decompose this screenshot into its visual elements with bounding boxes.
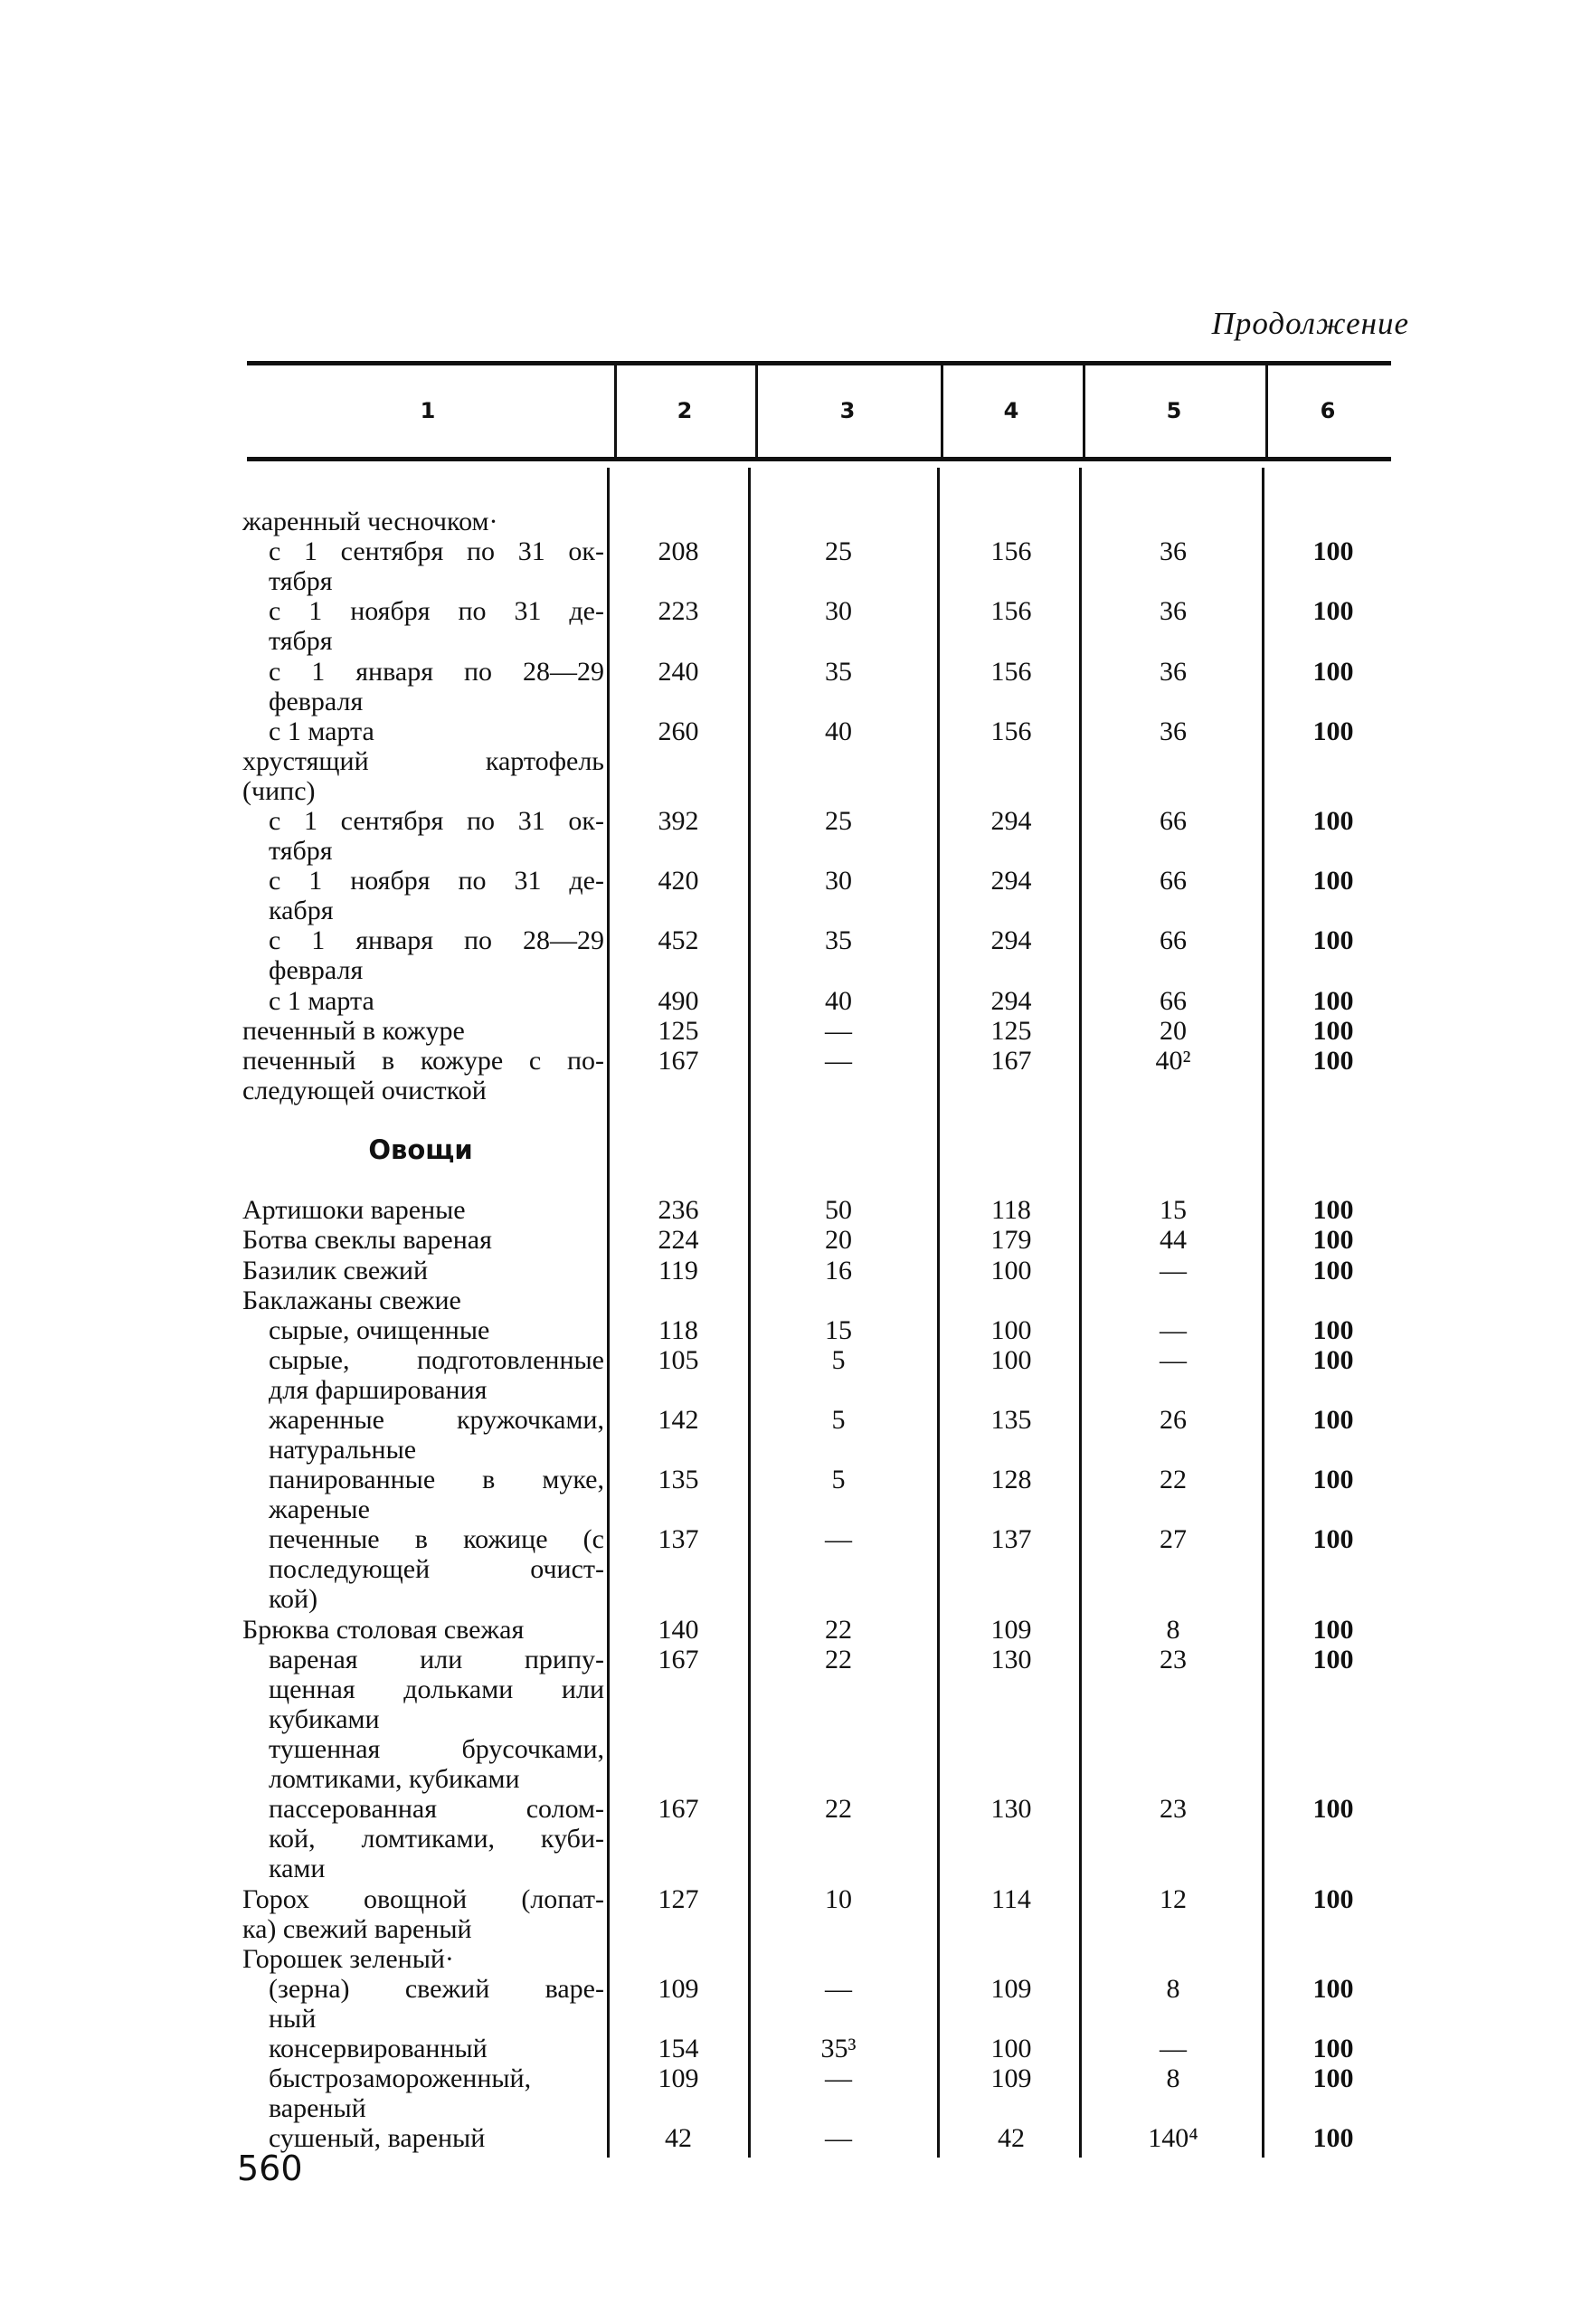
cell-col-2: 135 [658,1465,699,1495]
cell-col-4: 294 [990,925,1032,956]
cell-col-4: 137 [990,1524,1032,1555]
cell-col-2: 208 [658,536,699,567]
cell-col-3: 16 [825,1255,852,1285]
row-label [242,1285,604,1315]
cell-col-4: 100 [990,1344,1032,1375]
body-column-divider [748,468,751,2158]
cell-col-4: 100 [990,1255,1032,1285]
row-label-line: ломтиками, кубиками [269,1764,520,1795]
cell-col-3: 10 [825,1883,852,1914]
row-label-line: пассерованная солом- [269,1794,604,1825]
cell-col-3: 35 [825,925,852,956]
row-label-line: жареные [269,1494,370,1525]
cell-col-6: 100 [1312,2063,1354,2094]
row-label-line: с 1 ноября по 31 де- [269,866,604,896]
row-label [269,1794,604,1883]
cell-col-5: 26 [1160,1405,1187,1435]
cell-col-2: 42 [665,2123,692,2154]
row-label-line: тушенная брусочками, [269,1734,604,1765]
row-label-line: кой) [269,1584,318,1615]
header-column-divider [1265,365,1268,457]
row-label-line: кабря [269,896,334,926]
cell-col-5: — [1160,1255,1187,1285]
cell-col-3: 35 [825,656,852,687]
cell-col-3: 15 [825,1314,852,1345]
cell-col-2: 420 [658,866,699,896]
cell-col-3: 30 [825,596,852,627]
cell-col-6: 100 [1312,536,1354,567]
cell-col-5: 36 [1160,656,1187,687]
cell-col-6: 100 [1312,1465,1354,1495]
row-label [269,2063,604,2123]
cell-col-5: 8 [1166,1973,1180,2004]
cell-col-3: 40 [825,985,852,1016]
cell-col-4: 100 [990,2034,1032,2064]
row-label [242,1016,604,1046]
row-label [269,986,604,1016]
cell-col-4: 294 [990,985,1032,1016]
row-label-line: Горох овощной (лопат- [242,1883,604,1914]
cell-col-6: 100 [1312,1973,1354,2004]
cell-col-4: 130 [990,1644,1032,1674]
cell-col-3: 50 [825,1195,852,1226]
row-label [269,1465,604,1524]
row-label-line: (чипс) [242,775,316,806]
row-label-line: вареная или припу- [269,1644,604,1674]
cell-col-5: 27 [1160,1524,1187,1555]
row-label [269,1645,604,1734]
row-label [242,1195,604,1225]
row-label-line: тября [269,836,333,866]
cell-col-5: 22 [1160,1465,1187,1495]
column-header-5: 5 [1166,398,1182,423]
cell-col-5: 15 [1160,1195,1187,1226]
cell-col-6: 100 [1312,925,1354,956]
cell-col-2: 109 [658,2063,699,2094]
cell-col-5: — [1160,1344,1187,1375]
row-label [242,1225,604,1255]
cell-col-6: 100 [1312,1524,1354,1555]
cell-col-6: 100 [1312,1045,1354,1076]
cell-col-5: 40² [1155,1045,1191,1076]
row-label [269,657,604,716]
cell-col-4: 156 [990,656,1032,687]
cell-col-4: 156 [990,716,1032,746]
row-label-line: ный [269,2003,317,2034]
cell-col-4: 294 [990,806,1032,836]
row-label-line: щенная дольками или [269,1674,604,1704]
cell-col-6: 100 [1312,1405,1354,1435]
cell-col-2: 142 [658,1405,699,1435]
cell-col-6: 100 [1312,1614,1354,1645]
cell-col-3: 22 [825,1614,852,1645]
row-label-line: сырые, очищенные [269,1314,490,1345]
row-label-line: с 1 января по 28—29 [269,656,604,687]
cell-col-6: 100 [1312,1015,1354,1046]
row-label-line: февраля [269,686,364,716]
cell-col-2: 223 [658,596,699,627]
row-label-line: панированные в муке, [269,1465,604,1495]
row-label-line: печенные в кожице (с [269,1524,604,1555]
cell-col-3: — [825,1045,852,1076]
row-label [269,1734,604,1794]
row-label-line: сушеный, вареный [269,2123,486,2154]
row-label-line: ка) свежий вареный [242,1913,472,1944]
row-label [269,1524,604,1614]
row-label-line: тября [269,626,333,657]
cell-col-5: 36 [1160,716,1187,746]
row-label-line: Овощи [368,1134,473,1166]
cell-col-5: 8 [1166,1614,1180,1645]
cell-col-3: 5 [831,1465,846,1495]
cell-col-3: 22 [825,1644,852,1674]
cell-col-3: 40 [825,716,852,746]
cell-col-3: — [825,1973,852,2004]
cell-col-5: — [1160,2034,1187,2064]
cell-col-6: 100 [1312,2123,1354,2154]
cell-col-5: 36 [1160,536,1187,567]
cell-col-6: 100 [1312,2034,1354,2064]
cell-col-4: 109 [990,1614,1032,1645]
row-label-line: для фарширования [269,1374,488,1405]
row-label [269,716,604,746]
cell-col-2: 260 [658,716,699,746]
cell-col-4: 128 [990,1465,1032,1495]
cell-col-6: 100 [1312,656,1354,687]
row-label-line: жаренные кружочками, [269,1405,604,1435]
row-label [269,806,604,866]
cell-col-3: 5 [831,1344,846,1375]
cell-col-2: 490 [658,985,699,1016]
row-label [269,866,604,925]
cell-col-3: — [825,2123,852,2154]
cell-col-5: 20 [1160,1015,1187,1046]
row-label [269,1405,604,1465]
row-label-line: Артишоки вареные [242,1195,466,1226]
cell-col-4: 109 [990,2063,1032,2094]
body-column-divider [937,468,940,2158]
cell-col-4: 156 [990,536,1032,567]
row-label-line: натуральные [269,1435,417,1465]
column-header-4: 4 [1003,398,1019,423]
body-column-divider [1079,468,1082,2158]
cell-col-2: 125 [658,1015,699,1046]
row-label [242,1046,604,1105]
cell-col-5: 36 [1160,596,1187,627]
row-label-line: Горошек зеленый· [242,1943,454,1974]
cell-col-2: 236 [658,1195,699,1226]
cell-col-4: 125 [990,1015,1032,1046]
cell-col-3: — [825,2063,852,2094]
cell-col-5: 23 [1160,1794,1187,1825]
cell-col-3: 30 [825,866,852,896]
cell-col-3: 25 [825,806,852,836]
row-label [269,1345,604,1405]
cell-col-3: — [825,1015,852,1046]
cell-col-6: 100 [1312,806,1354,836]
cell-col-2: 167 [658,1644,699,1674]
body-column-divider [607,468,610,2158]
row-label [269,2034,604,2063]
cell-col-4: 114 [991,1883,1031,1914]
cell-col-4: 109 [990,1973,1032,2004]
column-header-1: 1 [420,398,436,423]
cell-col-5: 23 [1160,1644,1187,1674]
cell-col-4: 294 [990,866,1032,896]
cell-col-2: 140 [658,1614,699,1645]
row-label-line: жаренный чесночком· [242,507,498,536]
cell-col-6: 100 [1312,1255,1354,1285]
header-column-divider [755,365,758,457]
cell-col-5: 8 [1166,2063,1180,2094]
cell-col-6: 100 [1312,1644,1354,1674]
column-header-6: 6 [1320,398,1336,423]
page-number: 560 [237,2149,303,2188]
cell-col-6: 100 [1312,1344,1354,1375]
row-label [242,746,604,806]
row-label [242,1944,604,1974]
row-label-line: сырые, подготовленные [269,1344,604,1375]
cell-col-3: 35³ [820,2034,857,2064]
row-label-line: последующей очист- [269,1554,604,1585]
row-label [269,925,604,985]
cell-col-2: 119 [658,1255,698,1285]
cell-col-2: 127 [658,1883,699,1914]
row-label-line: быстрозамороженный, [269,2063,532,2094]
cell-col-2: 224 [658,1225,699,1256]
cell-col-3: 20 [825,1225,852,1256]
row-label [269,2123,604,2153]
row-label-line: Ботва свеклы вареная [242,1225,492,1256]
cell-col-5: — [1160,1314,1187,1345]
cell-col-6: 100 [1312,1883,1354,1914]
cell-col-6: 100 [1312,866,1354,896]
cell-col-4: 179 [990,1225,1032,1256]
row-label-line: кой, ломтиками, куби- [269,1824,604,1854]
cell-col-4: 167 [990,1045,1032,1076]
cell-col-2: 154 [658,2034,699,2064]
row-label-line: с 1 сентября по 31 ок- [269,536,604,567]
cell-col-2: 167 [658,1794,699,1825]
row-label-line: ками [269,1854,326,1884]
column-header-3: 3 [839,398,856,423]
row-label-line: Базилик свежий [242,1255,429,1285]
cell-col-2: 392 [658,806,699,836]
cell-col-6: 100 [1312,1225,1354,1256]
row-label-line: Баклажаны свежие [242,1285,461,1315]
row-label [242,1256,604,1285]
column-header-2: 2 [677,398,693,423]
row-label-line: печенный в кожуре [242,1015,465,1046]
body-column-divider [1262,468,1264,2158]
cell-col-6: 100 [1312,1794,1354,1825]
row-label-line: с 1 марта [269,985,374,1016]
row-label-line: консервированный [269,2034,488,2064]
row-label-line: с 1 января по 28—29 [269,925,604,956]
cell-col-2: 118 [658,1314,698,1345]
cell-col-2: 137 [658,1524,699,1555]
cell-col-6: 100 [1312,985,1354,1016]
cell-col-4: 135 [990,1405,1032,1435]
cell-col-6: 100 [1312,716,1354,746]
cell-col-2: 452 [658,925,699,956]
row-label-line: вареный [269,2093,366,2124]
row-label-line: (зерна) свежий варе- [269,1973,604,2004]
row-label-line: кубиками [269,1703,380,1734]
row-label-line: печенный в кожуре с по- [242,1045,604,1076]
cell-col-5: 140⁴ [1148,2123,1198,2154]
cell-col-6: 100 [1312,596,1354,627]
cell-col-5: 66 [1160,866,1187,896]
cell-col-5: 66 [1160,806,1187,836]
cell-col-2: 240 [658,656,699,687]
cell-col-3: — [825,1524,852,1555]
row-label-line: Брюква столовая свежая [242,1614,525,1645]
row-label-line: следующей очисткой [242,1075,487,1105]
cell-col-4: 156 [990,596,1032,627]
cell-col-5: 66 [1160,925,1187,956]
header-column-divider [1083,365,1085,457]
header-column-divider [614,365,617,457]
row-label [269,1974,604,2034]
cell-col-3: 25 [825,536,852,567]
row-label [269,596,604,656]
row-label [269,536,604,596]
row-label-line: с 1 марта [269,716,374,746]
header-column-divider [941,365,943,457]
cell-col-4: 100 [990,1314,1032,1345]
table-header-bottom-rule [247,457,1391,461]
continuation-label: Продолжение [1211,306,1409,341]
cell-col-3: 5 [831,1405,846,1435]
row-label [269,1315,604,1345]
cell-col-2: 109 [658,1973,699,2004]
row-label-line: февраля [269,955,364,986]
section-heading [240,1135,601,1165]
cell-col-5: 12 [1160,1883,1187,1914]
row-label [242,507,604,536]
row-label-line: с 1 сентября по 31 ок- [269,806,604,836]
table-top-rule [247,361,1391,365]
cell-col-3: 22 [825,1794,852,1825]
cell-col-4: 118 [991,1195,1031,1226]
row-label [242,1615,604,1645]
cell-col-5: 44 [1160,1225,1187,1256]
cell-col-4: 130 [990,1794,1032,1825]
row-label-line: хрустящий картофель [242,745,604,776]
cell-col-6: 100 [1312,1195,1354,1226]
cell-col-6: 100 [1312,1314,1354,1345]
row-label-line: с 1 ноября по 31 де- [269,596,604,627]
cell-col-2: 105 [658,1344,699,1375]
cell-col-4: 42 [998,2123,1025,2154]
row-label-line: тября [269,566,333,597]
cell-col-2: 167 [658,1045,699,1076]
row-label [242,1884,604,1944]
cell-col-5: 66 [1160,985,1187,1016]
